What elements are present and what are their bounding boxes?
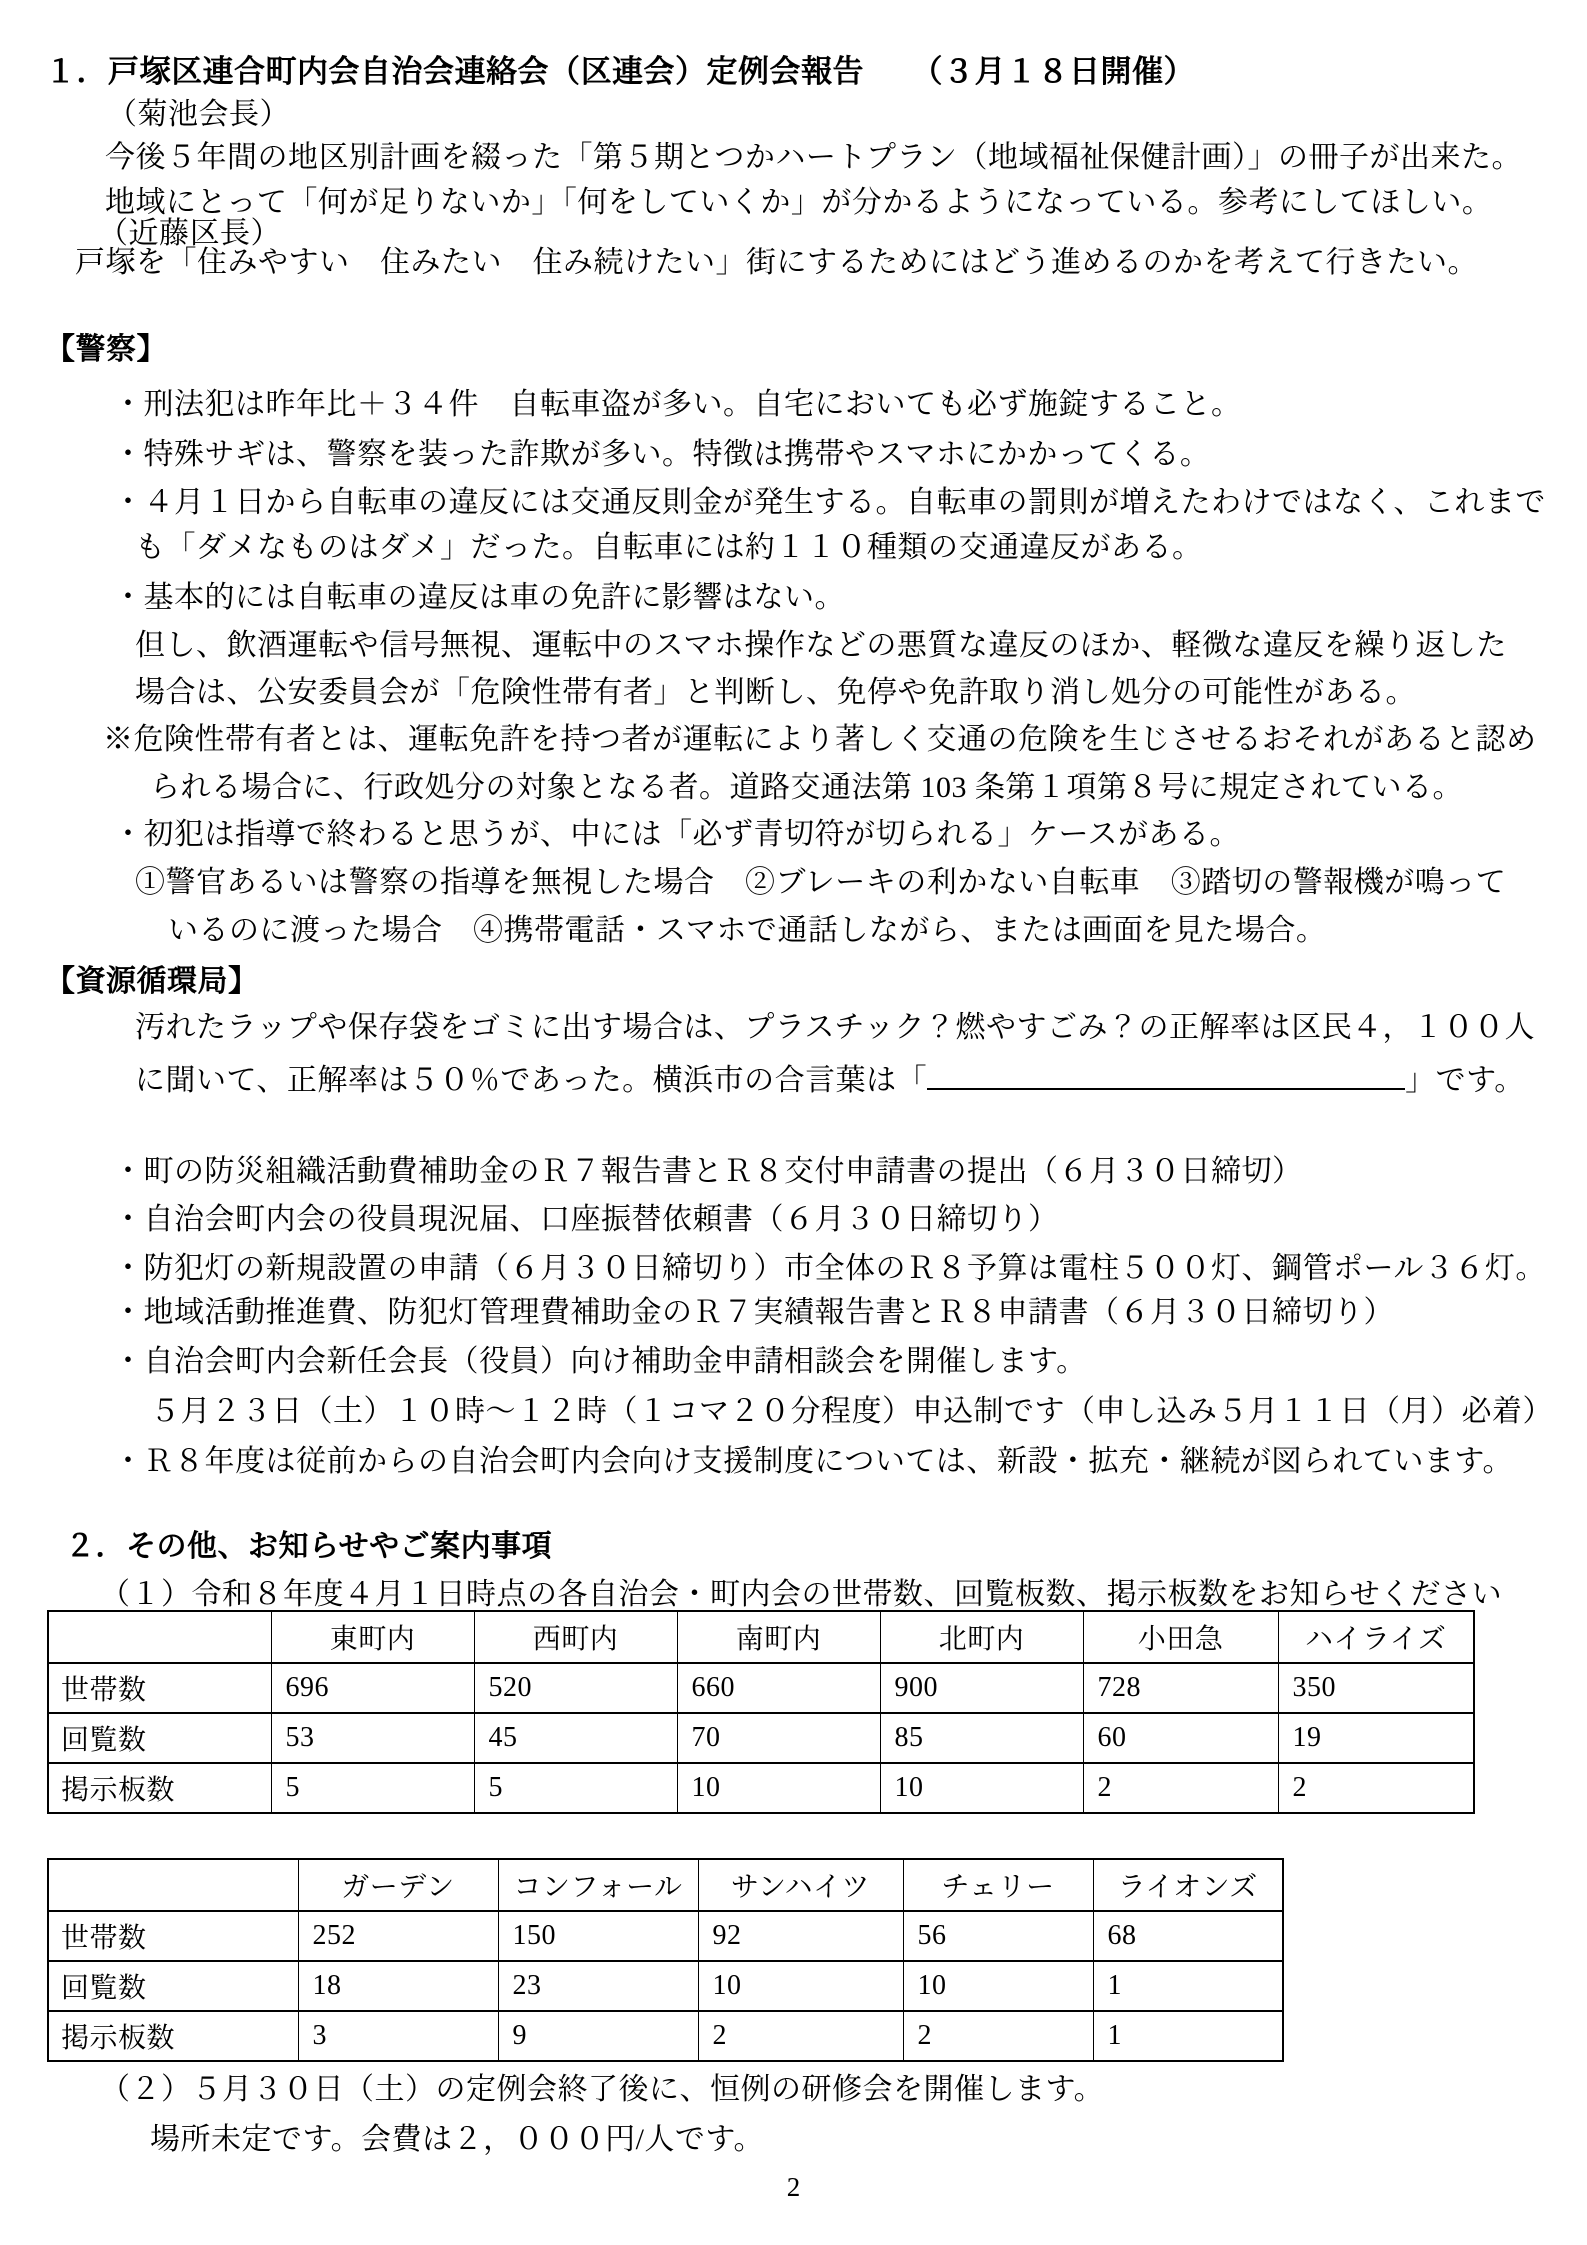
- table-cell: 350: [1278, 1663, 1474, 1713]
- chair-remark-line-2: 地域にとって「何が足りないか」「何をしていくか」が分かるようになっている。参考にしてほしい。: [105, 186, 1493, 219]
- table-header-cell: 北町内: [880, 1611, 1083, 1663]
- table-cell: 60: [1083, 1713, 1278, 1763]
- table-row-label: 世帯数: [48, 1911, 298, 1961]
- police-section-heading: 【警察】: [45, 333, 167, 366]
- table-row: [48, 1961, 1283, 2011]
- table-cell: 1: [1093, 2011, 1283, 2061]
- table-header-cell: 南町内: [677, 1611, 880, 1663]
- table-header-cell: ハイライズ: [1278, 1611, 1474, 1663]
- police-note-line: ※危険性帯有者とは、運転免許を持つ者が運転により著しく交通の危険を生じさせるおそれがあると認め: [103, 723, 1537, 756]
- table-cell: 520: [474, 1663, 677, 1713]
- table-header-cell: 小田急: [1083, 1611, 1278, 1663]
- police-note-line: られる場合に、行政処分の対象となる者。道路交通法第 103 条第１項第８号に規定されている。: [150, 771, 1463, 804]
- table-cell: 2: [1278, 1763, 1474, 1813]
- table-row: [48, 1713, 1474, 1763]
- table-row: [48, 1763, 1474, 1813]
- table-header-cell: コンフォール: [498, 1859, 698, 1911]
- page-number: 2: [786, 2172, 801, 2202]
- table-row-label: 掲示板数: [48, 1763, 271, 1813]
- police-item-line: ・基本的には自転車の違反は車の免許に影響はない。: [113, 581, 845, 614]
- household-count-table-2: [47, 1858, 1284, 2062]
- table-header-cell: ガーデン: [298, 1859, 498, 1911]
- notice-item-line: ・地域活動推進費、防犯灯管理費補助金のＲ７実績報告書とＲ８申請書（６月３０日締切り）: [113, 1296, 1394, 1329]
- table-row-label: 回覧数: [48, 1713, 271, 1763]
- police-item-line: ・初犯は指導で終わると思うが、中には「必ず青切符が切られる」ケースがある。: [113, 818, 1240, 851]
- table-cell: 10: [677, 1763, 880, 1813]
- table-cell: 10: [880, 1763, 1083, 1813]
- table-cell: 56: [903, 1911, 1093, 1961]
- table-cell: 5: [474, 1763, 677, 1813]
- table-cell: 23: [498, 1961, 698, 2011]
- table-header-cell: サンハイツ: [698, 1859, 903, 1911]
- ward-mayor-name-kondo: （近藤区長）: [98, 217, 281, 250]
- notice-item-line: ・自治会町内会新任会長（役員）向け補助金申請相談会を開催します。: [113, 1345, 1087, 1378]
- table-cell: 1: [1093, 1961, 1283, 2011]
- section1-title: １．戸塚区連合町内会自治会連絡会（区連会）定例会報告 （３月１８日開催）: [45, 54, 1195, 89]
- police-item-line: ・特殊サギは、警察を装った詐欺が多い。特徴は携帯やスマホにかかってくる。: [113, 438, 1211, 471]
- ward-mayor-remark: 戸塚を「住みやすい 住みたい 住み続けたい」街にするためにはどう進めるのかを考えて行きたい。: [75, 246, 1478, 279]
- table-cell: 18: [298, 1961, 498, 2011]
- table-cell: 2: [1083, 1763, 1278, 1813]
- table-row: [48, 1911, 1283, 1961]
- recycle-section-heading: 【資源循環局】: [45, 965, 259, 998]
- table-corner-cell: [48, 1859, 298, 1911]
- table-cell: 150: [498, 1911, 698, 1961]
- table-row-label: 掲示板数: [48, 2011, 298, 2061]
- recycle-line-2-prefix: に聞いて、正解率は５０％であった。横浜市の合言葉は「: [135, 1064, 928, 1097]
- recycle-line-2-suffix: 」です。: [1405, 1064, 1525, 1097]
- table-row-label: 世帯数: [48, 1663, 271, 1713]
- table-cell: 68: [1093, 1911, 1283, 1961]
- table-cell: 70: [677, 1713, 880, 1763]
- table-cell: 252: [298, 1911, 498, 1961]
- table-cell: 92: [698, 1911, 903, 1961]
- notice-item-line: ・町の防災組織活動費補助金のＲ７報告書とＲ８交付申請書の提出（６月３０日締切）: [113, 1155, 1303, 1188]
- chair-name-kikuchi: （菊池会長）: [107, 98, 290, 131]
- police-item-line: ・刑法犯は昨年比＋３４件 自転車盗が多い。自宅においても必ず施錠すること。: [113, 388, 1242, 421]
- notice-item-line: ５月２３日（土）１０時～１２時（１コマ２０分程度）申込制です（申し込み５月１１日（月）必着）: [150, 1395, 1553, 1428]
- police-item-line: 場合は、公安委員会が「危険性帯有者」と判断し、免停や免許取り消し処分の可能性がある。: [135, 676, 1416, 709]
- table-cell: 10: [698, 1961, 903, 2011]
- table-cell: 19: [1278, 1713, 1474, 1763]
- table-cell: 728: [1083, 1663, 1278, 1713]
- section2-item2-line-1: （２）５月３０日（土）の定例会終了後に、恒例の研修会を開催します。: [100, 2073, 1105, 2106]
- table-header-cell: 西町内: [474, 1611, 677, 1663]
- table-cell: 5: [271, 1763, 474, 1813]
- notice-item-line: ・自治会町内会の役員現況届、口座振替依頼書（６月３０日締切り）: [113, 1203, 1059, 1236]
- table-cell: 2: [903, 2011, 1093, 2061]
- table-header-cell: ライオンズ: [1093, 1859, 1283, 1911]
- household-count-table-1: [47, 1610, 1475, 1814]
- section2-item1-text: （１）令和８年度４月１日時点の各自治会・町内会の世帯数、回覧板数、掲示板数をお知らせください: [100, 1578, 1503, 1611]
- table-cell: 3: [298, 2011, 498, 2061]
- table-cell: 53: [271, 1713, 474, 1763]
- police-item-line: ①警官あるいは警察の指導を無視した場合 ②ブレーキの利かない自転車 ③踏切の警報機が鳴って: [135, 866, 1507, 899]
- table-cell: 9: [498, 2011, 698, 2061]
- chair-remark-line-1: 今後５年間の地区別計画を綴った「第５期とつかハートプラン（地域福祉保健計画）」の冊子が出来た。: [105, 141, 1522, 174]
- table-cell: 660: [677, 1663, 880, 1713]
- police-item-line: 但し、飲酒運転や信号無視、運転中のスマホ操作などの悪質な違反のほか、軽微な違反を繰り返した: [135, 629, 1507, 662]
- table-row: [48, 1663, 1474, 1713]
- table-cell: 696: [271, 1663, 474, 1713]
- table-row-label: 回覧数: [48, 1961, 298, 2011]
- table-cell: 45: [474, 1713, 677, 1763]
- table-header-cell: 東町内: [271, 1611, 474, 1663]
- police-item-line: ・４月１日から自転車の違反には交通反則金が発生する。自転車の罰則が増えたわけではなく、これまで: [113, 486, 1546, 519]
- recycle-line-2: [135, 1056, 1525, 1101]
- table-header-row: [48, 1859, 1283, 1911]
- table-cell: 2: [698, 2011, 903, 2061]
- table-header-cell: チェリー: [903, 1859, 1093, 1911]
- notice-item-line: ・防犯灯の新規設置の申請（６月３０日締切り）市全体のＲ８予算は電柱５００灯、鋼管ポール３６灯。: [113, 1252, 1546, 1285]
- fill-in-blank-underline: [927, 1056, 1405, 1090]
- table-cell: 85: [880, 1713, 1083, 1763]
- table-header-row: [48, 1611, 1474, 1663]
- section2-item2-line-2: 場所未定です。会費は２，０００円/人です。: [150, 2123, 765, 2156]
- table-cell: 900: [880, 1663, 1083, 1713]
- recycle-line-1: 汚れたラップや保存袋をゴミに出す場合は、プラスチック？燃やすごみ？の正解率は区民４，１００人: [135, 1011, 1535, 1044]
- table-cell: 10: [903, 1961, 1093, 2011]
- notice-item-line: ・Ｒ８年度は従前からの自治会町内会向け支援制度については、新設・拡充・継続が図られています。: [113, 1445, 1513, 1478]
- table-row: [48, 2011, 1283, 2061]
- section2-title: ２．その他、お知らせやご案内事項: [65, 1530, 553, 1563]
- police-item-line: いるのに渡った場合 ④携帯電話・スマホで通話しながら、または画面を見た場合。: [168, 914, 1327, 947]
- police-item-line: も「ダメなものはダメ」だった。自転車には約１１０種類の交通違反がある。: [135, 531, 1203, 564]
- table-corner-cell: [48, 1611, 271, 1663]
